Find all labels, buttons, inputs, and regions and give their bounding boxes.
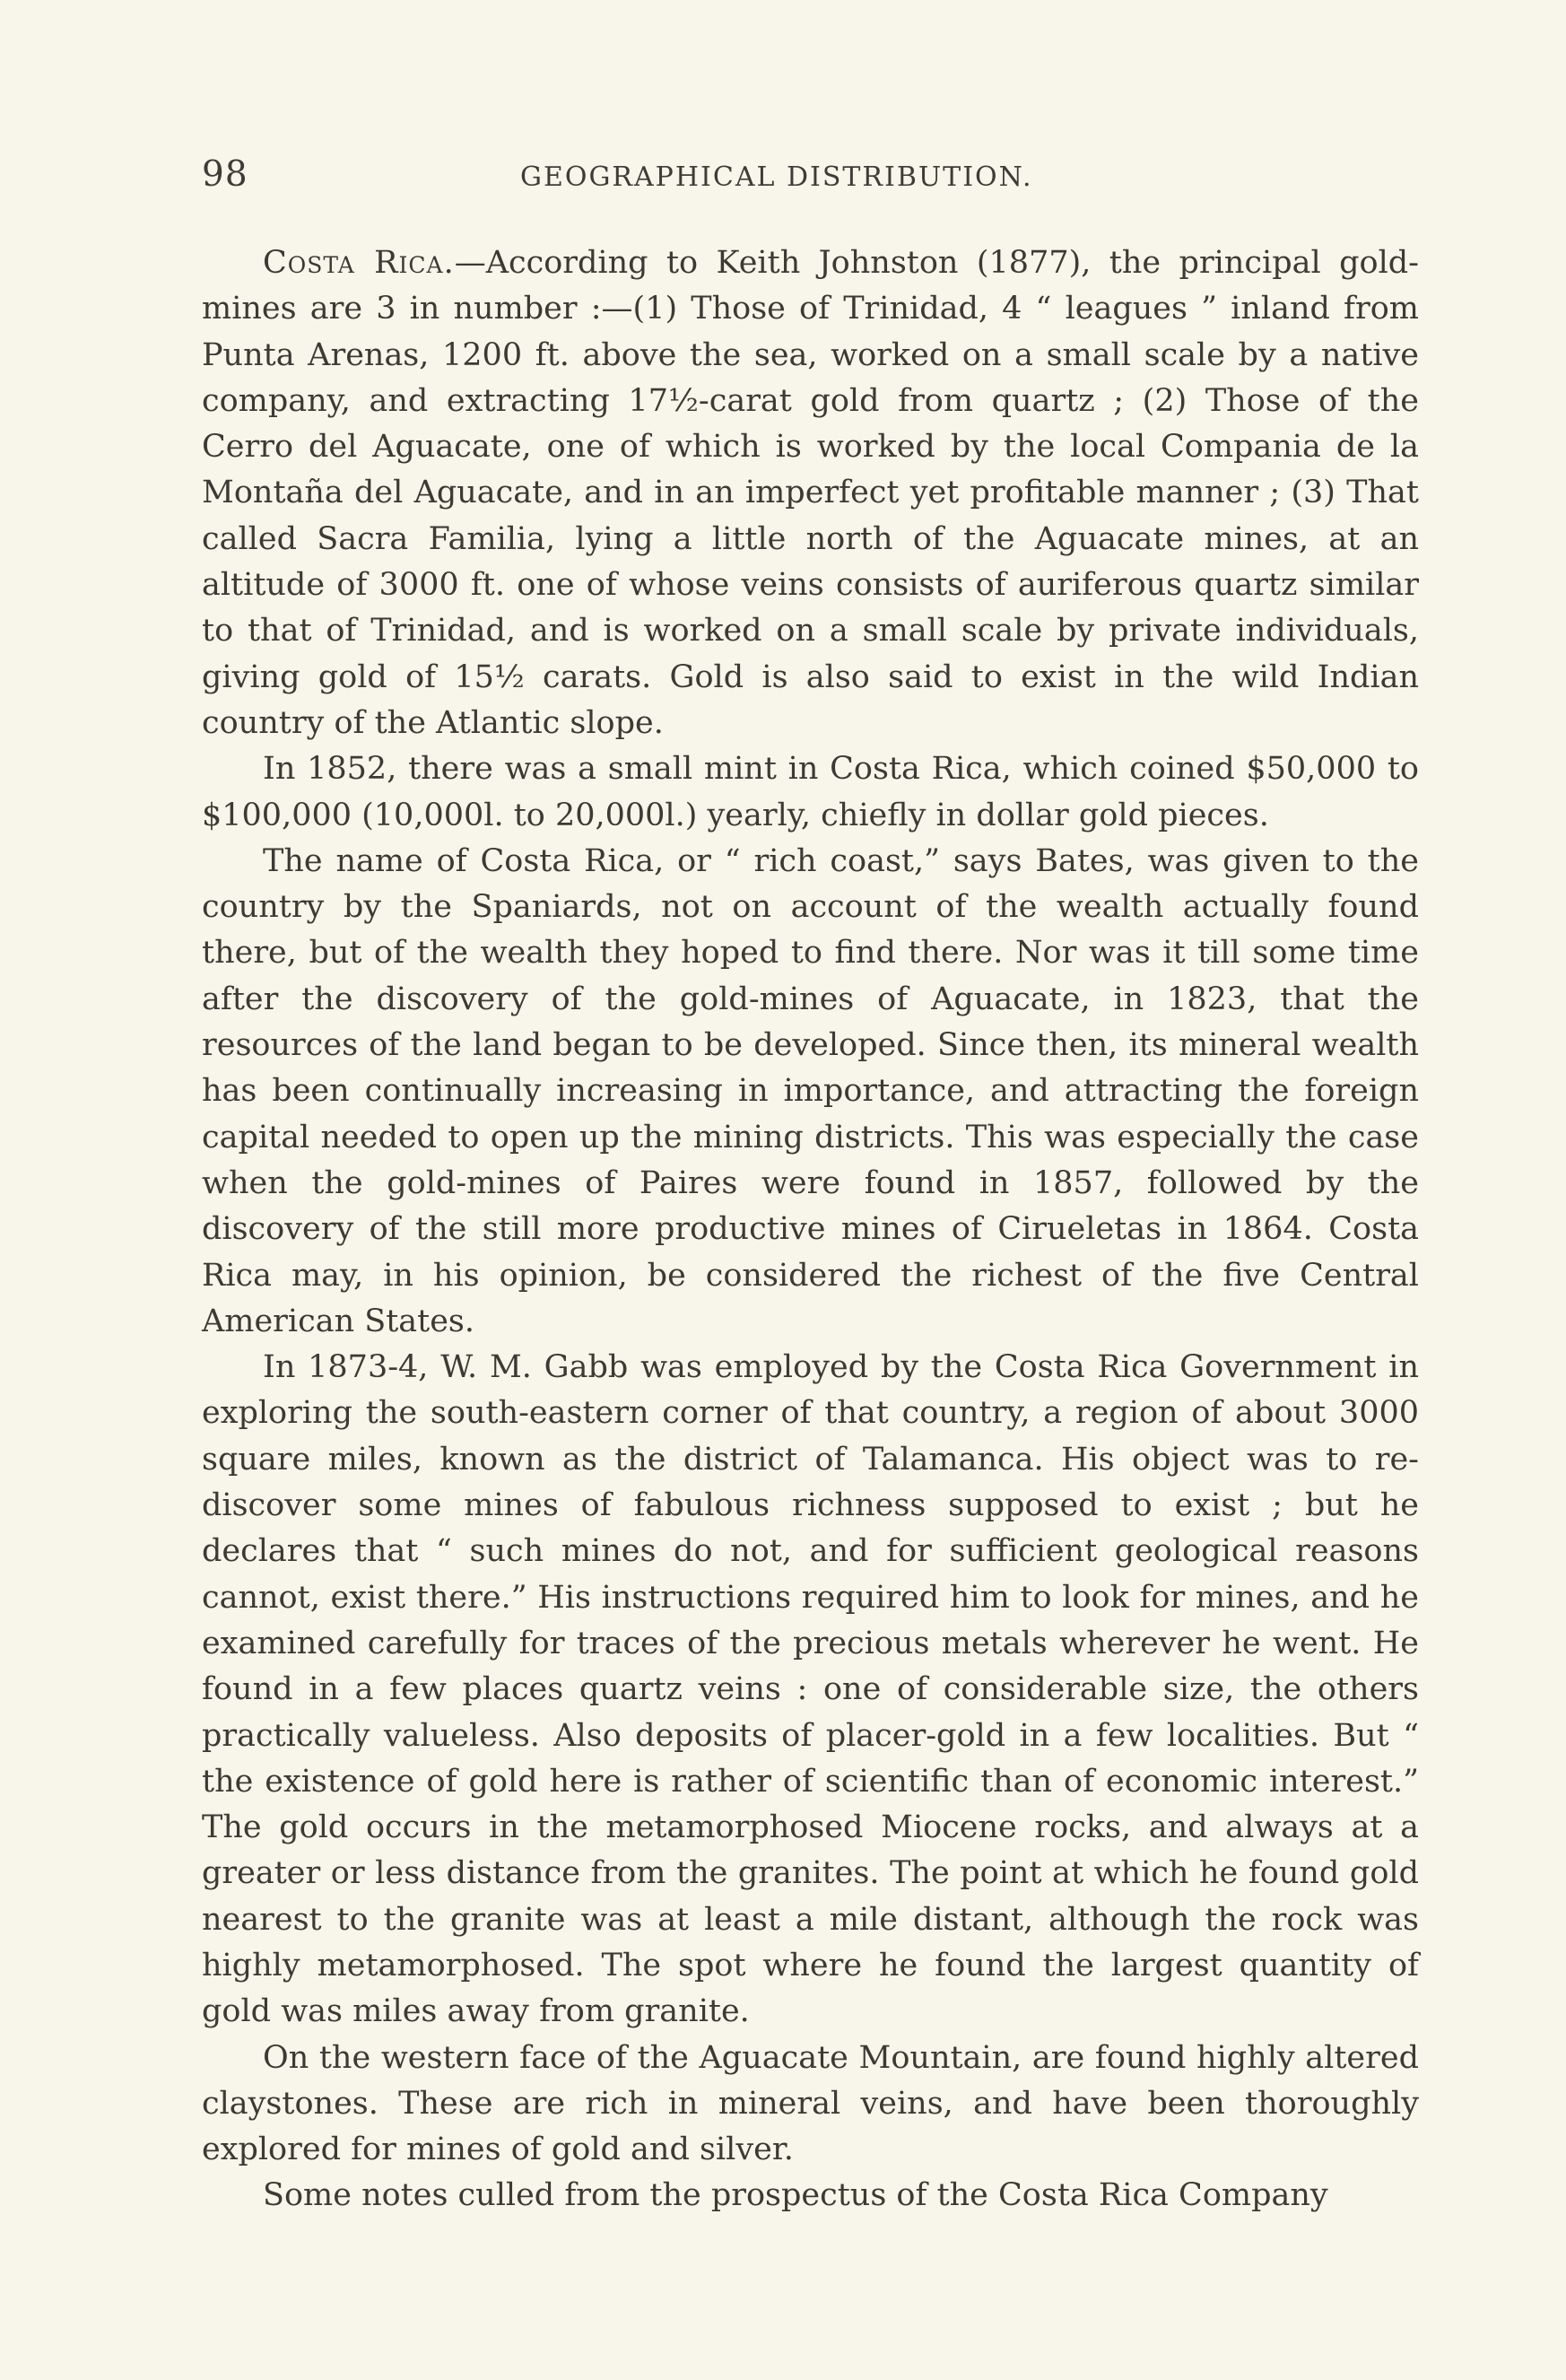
paragraph-prospectus: Some notes culled from the prospectus of the Costa Rica Company (263, 2177, 1328, 2214)
body-text (202, 240, 1419, 2219)
paragraph-bates: The name of Costa Rica, or “ rich coast,” says Bates, was given to the country by the Spaniards, not on account of the wealth actually found there, but of the wealth they hoped to find there. Nor was it till some time after the discovery of the gold-mines of Aguacate, in 1823, that the resources of the land began to be developed. Since then, its mineral wealth has been continually increasing in importance, and attracting the foreign capital needed to open up the mining districts. This was especially the case when the gold-mines of Paires were found in 1857, followed by the discovery of the still more productive mines of Cirueletas in 1864. Costa Rica may, in his opinion, be considered the richest of the five Central American States. (202, 842, 1419, 1339)
paragraph-gabb: In 1873-4, W. M. Gabb was employed by the Costa Rica Government in exploring the south-eastern corner of that country, a region of about 3000 square miles, known as the district of Talamanca. His object was to re-discover some mines of fabulous richness supposed to exist ; but he declares that “ such mines do not, and for sufficient geological reasons cannot, exist there.” His instructions required him to look for mines, and he examined carefully for traces of the precious metals wherever he went. He found in a few places quartz veins : one of considerable size, the others practically valueless. Also deposits of placer-gold in a few localities. But “ the existence of gold here is rather of scientific than of economic interest.” The gold occurs in the metamorphosed Miocene rocks, and always at a greater or less distance from the granites. The point at which he found gold nearest to the granite was at least a mile distant, although the rock was highly metamorphosed. The spot where he found the largest quantity of gold was miles away from granite. (202, 1349, 1419, 2030)
section-lead: Costa Rica. (263, 245, 455, 281)
paragraph-text: —According to Keith Johnston (1877), the principal gold-mines are 3 in number :—(1) Those of Trinidad, 4 “ leagues ” inland from Punta Arenas, 1200 ft. above the sea, worked on a small scale by a native company, and extracting 17½-carat gold from quartz ; (2) Those of the Cerro del Aguacate, one of which is worked by the local Compania de la Montaña del Aguacate, and in an imperfect yet profitable manner ; (3) That called Sacra Familia, lying a little north of the Aguacate mines, at an altitude of 3000 ft. one of whose veins consists of auriferous quartz similar to that of Trinidad, and is worked on a small scale by private individuals, giving gold of 15½ carats. Gold is also said to exist in the wild Indian country of the Atlantic slope. (202, 245, 1419, 741)
paragraph-mint: In 1852, there was a small mint in Costa Rica, which coined $50,000 to $100,000 (10,000l. to 20,000l.) yearly, chiefly in dollar gold pieces. (202, 751, 1419, 833)
page-header (202, 154, 1419, 208)
page-number: 98 (202, 154, 248, 195)
paragraph-aguacate-mountain: On the western face of the Aguacate Mountain, are found highly altered claystones. These are rich in mineral veins, and have been thoroughly explored for mines of gold and silver. (202, 2039, 1419, 2168)
paragraph-costa-rica (202, 240, 1419, 746)
running-head: GEOGRAPHICAL DISTRIBUTION. (520, 161, 1033, 193)
